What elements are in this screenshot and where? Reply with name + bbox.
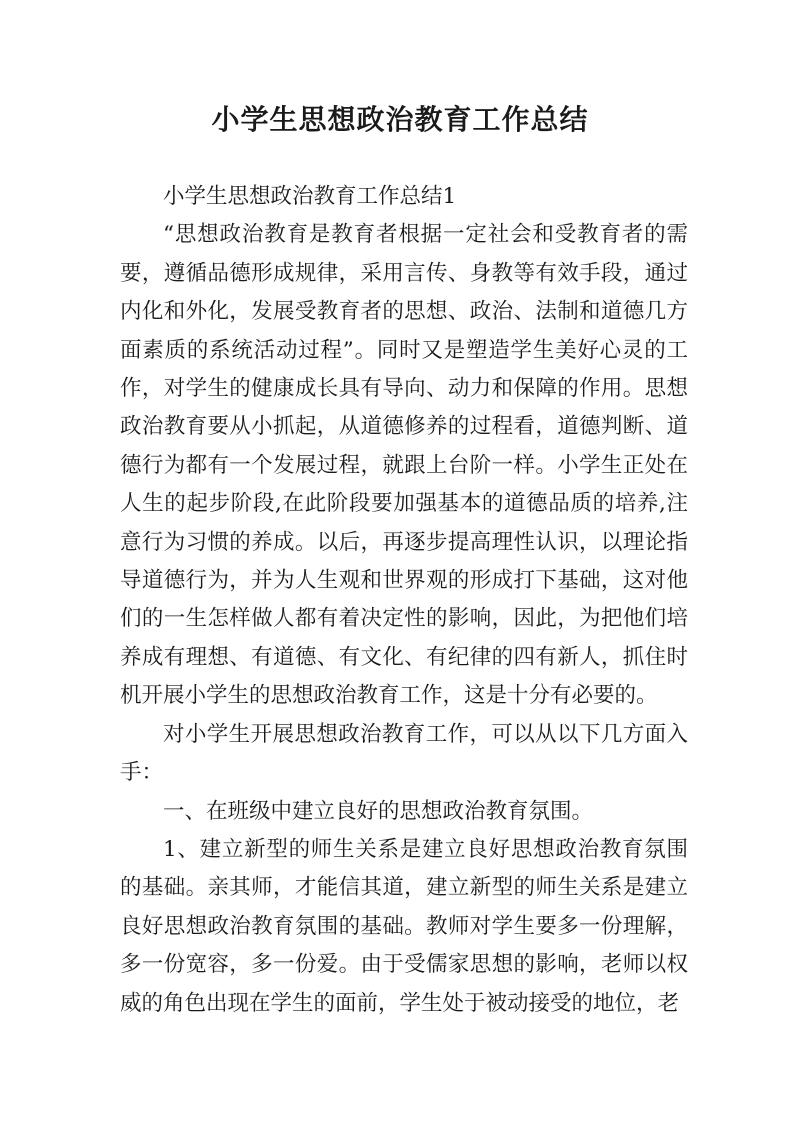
- paragraph: 1、建立新型的师生关系是建立良好思想政治教育氛围的基础。亲其师，才能信其道，建立新型的师生关系是建立良好思想政治教育氛围的基础。教师对学生要多一份理解，多一份宽容，多一份爱。由于受儒家思想的影响，老师以权威的角色出现在学生的面前，学生处于被动接受的地位，老: [120, 836, 688, 1016]
- section-heading: 小学生思想政治教育工作总结1: [163, 184, 457, 209]
- document-title: 小学生思想政治教育工作总结: [211, 103, 589, 136]
- paragraph: 对小学生开展思想政治教育工作，可以从以下几方面入手：: [120, 721, 688, 786]
- paragraph: 一、在班级中建立良好的思想政治教育氛围。: [163, 798, 594, 824]
- document-body: [120, 178, 688, 1023]
- paragraph: “思想政治教育是教育者根据一定社会和受教育者的需要，遵循品德形成规律，采用言传、身教等有效手段，通过内化和外化，发展受教育者的思想、政治、法制和道德几方面素质的系统活动过程”。同时又是塑造学生美好心灵的工作，对学生的健康成长具有导向、动力和保障的作用。思想政治教育要从小抓起，从道德修养的过程看，道德判断、道德行为都有一个发展过程，就跟上台阶一样。小学生正处在人生的起步阶段,在此阶段要加强基本的道德品质的培养,注意行为习惯的养成。以后，再逐步提高理性认识，以理论指导道德行为，并为人生观和世界观的形成打下基础，这对他们的一生怎样做人都有着决定性的影响，因此，为把他们培养成有理想、有道德、有文化、有纪律的四有新人，抓住时机开展小学生的思想政治教育工作，这是十分有必要的。: [120, 222, 688, 709]
